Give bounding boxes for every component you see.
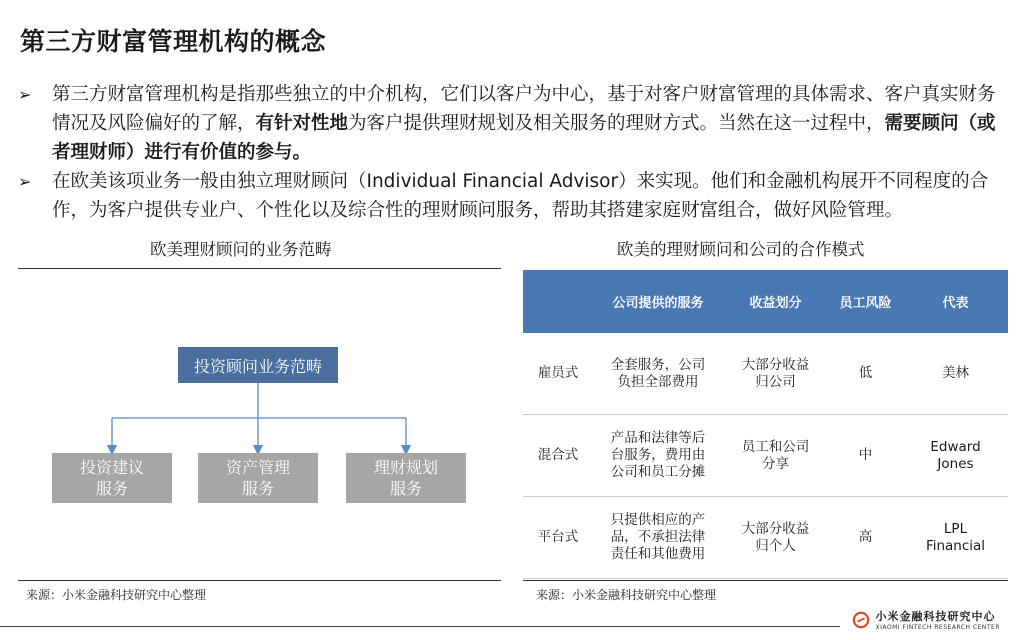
table-header-cell	[523, 270, 593, 333]
left-caption: 欧美理财顾问的业务范畴	[150, 240, 332, 259]
brand-footer	[852, 608, 1000, 631]
bullet-text: 在欧美该项业务一般由独立理财顾问（Individual Financial Advisor）来实现。他们和金融机构展开不同程度的合作，为客户提供专业户、个性化以及综合性的理财顾问服务，帮助其搭建家庭财富组合，做好风险管理。	[52, 171, 989, 221]
right-caption: 欧美的理财顾问和公司的合作模式	[617, 240, 865, 259]
table-header-cell: 代表	[903, 270, 1008, 333]
table-cell-mode: 混合式	[523, 415, 593, 497]
arrow-bullet-icon: ➢	[18, 85, 32, 104]
source-note-left: 来源：小米金融科技研究中心整理	[26, 588, 207, 602]
diagram-child-line: 资产管理	[225, 458, 290, 477]
arrow-bullet-icon: ➢	[18, 172, 32, 191]
bullet-text: 为客户提供理财规划及相关服务的理财方式。当然在这一过程中，	[348, 113, 885, 134]
table-cell-risk: 中	[828, 415, 903, 497]
cell-text: Edward Jones	[930, 438, 981, 472]
cell-text: 全套服务，公司负担全部费用	[610, 356, 706, 390]
right-source-divider	[523, 580, 1008, 581]
diagram-child-line: 服务	[241, 479, 274, 498]
diagram-child-line: 理财规划	[373, 458, 438, 477]
diagram-root-box: 投资顾问业务范畴	[178, 347, 338, 383]
diagram-child-box	[198, 453, 318, 503]
table-cell-revenue	[723, 333, 828, 415]
page-title: 第三方财富管理机构的概念	[20, 27, 327, 56]
table-header-cell: 员工风险	[828, 270, 903, 333]
table-row	[523, 333, 1008, 415]
diagram-child-line: 投资建议	[79, 458, 144, 477]
diagram-child-line: 服务	[389, 479, 422, 498]
table-row	[523, 415, 1008, 497]
footer-line	[0, 626, 840, 627]
diagram-child-box	[52, 453, 172, 503]
cell-text: LPL Financial	[925, 520, 986, 554]
table-cell-rep: 美林	[903, 333, 1008, 415]
table-cell-mode: 雇员式	[523, 333, 593, 415]
table-cell-risk: 低	[828, 333, 903, 415]
cooperation-mode-table	[523, 270, 1008, 579]
table-cell-rep	[903, 497, 1008, 579]
bullet-emphasis: 需要顾问（或者理财师）进行有价值的参与。	[52, 113, 996, 163]
table-header-row	[523, 270, 1008, 333]
table-cell-risk: 高	[828, 497, 903, 579]
table-cell-service	[593, 497, 723, 579]
source-note-right: 来源：小米金融科技研究中心整理	[536, 588, 717, 602]
brand-logo-icon	[852, 611, 870, 629]
table-cell-service	[593, 415, 723, 497]
table-cell-revenue	[723, 415, 828, 497]
bullet-emphasis: 有针对性地	[255, 113, 349, 134]
table-row	[523, 497, 1008, 579]
cell-text: 员工和公司分享	[741, 438, 810, 472]
diagram-child-box	[346, 453, 466, 503]
brand-name: 小米金融科技研究中心	[875, 610, 996, 623]
table-header-cell: 公司提供的服务	[593, 270, 723, 333]
table-cell-revenue	[723, 497, 828, 579]
brand-name-en: XIAOMI FINTECH RESEARCH CENTER	[875, 624, 1000, 631]
table-header-cell: 收益划分	[723, 270, 828, 333]
cell-text: 大部分收益归个人	[741, 520, 810, 554]
left-source-divider	[18, 580, 501, 581]
bullet-text: 第三方财富管理机构是指那些独立的中介机构，它们以客户为中心，基于对客户财富管理的具体需求、客户真实财务情况及风险偏好的了解，	[52, 84, 996, 134]
cell-text: 产品和法律等后台服务，费用由公司和员工分摊	[610, 430, 706, 480]
cell-text: 只提供相应的产品，不承担法律责任和其他费用	[610, 512, 706, 562]
cell-text: 大部分收益归公司	[741, 356, 810, 390]
table-cell-service	[593, 333, 723, 415]
table-cell-rep	[903, 415, 1008, 497]
table-cell-mode: 平台式	[523, 497, 593, 579]
diagram-child-line: 服务	[95, 479, 128, 498]
